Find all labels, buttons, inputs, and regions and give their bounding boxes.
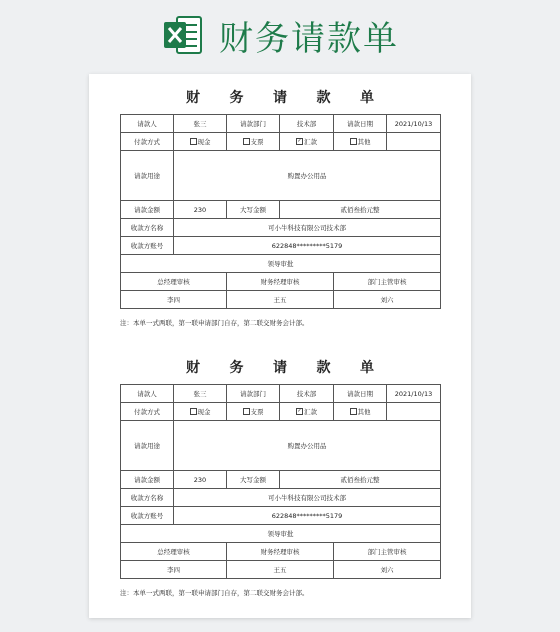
checkbox-icon[interactable] <box>190 138 197 145</box>
checkbox-icon[interactable] <box>350 408 357 415</box>
document-sheet <box>89 74 471 618</box>
gm-review-label: 总经理审核 <box>121 273 227 291</box>
dept-label: 请款部门 <box>227 385 280 403</box>
payment-option-other[interactable]: 其他 <box>334 403 387 421</box>
checkbox-icon[interactable] <box>190 408 197 415</box>
table-row <box>121 151 441 201</box>
banner-title: 财务请款单 <box>219 18 399 59</box>
table-row <box>121 403 441 421</box>
payment-option-check[interactable]: 支票 <box>227 133 280 151</box>
excel-icon <box>161 13 205 57</box>
title-char: 单 <box>360 360 374 376</box>
approval-title: 领导审批 <box>121 255 441 273</box>
table-row <box>121 489 441 507</box>
payee-label: 收款方名称 <box>121 489 174 507</box>
empty-cell <box>387 133 441 151</box>
dept-value: 技术部 <box>280 115 334 133</box>
checkbox-icon[interactable] <box>243 138 250 145</box>
dept-review-label: 部门主管审核 <box>334 543 441 561</box>
account-value: 622848*********5179 <box>174 507 441 525</box>
form-note: 注：本单一式两联，第一联申请部门自存，第二联交财务会计部。 <box>120 319 309 327</box>
form-note: 注：本单一式两联，第一联申请部门自存，第二联交财务会计部。 <box>120 589 309 597</box>
payment-option-transfer[interactable]: ✓ 汇款 <box>280 403 334 421</box>
dept-value: 技术部 <box>280 385 334 403</box>
date-value: 2021/10/13 <box>387 385 441 403</box>
table-row <box>121 471 441 489</box>
approval-title: 领导审批 <box>121 525 441 543</box>
dept-head-name: 刘六 <box>334 291 441 309</box>
amount-upper-label: 大写金额 <box>227 471 280 489</box>
dept-head-name: 刘六 <box>334 561 441 579</box>
purpose-value: 购置办公用品 <box>174 151 441 201</box>
table-row <box>121 507 441 525</box>
finance-review-label: 财务经理审核 <box>227 543 334 561</box>
finance-review-label: 财务经理审核 <box>227 273 334 291</box>
applicant-label: 请款人 <box>121 385 174 403</box>
table-row <box>121 219 441 237</box>
title-char: 请 <box>273 360 287 376</box>
table-row <box>121 237 441 255</box>
title-char: 财 <box>186 90 200 106</box>
form-title <box>120 358 440 378</box>
account-label: 收款方账号 <box>121 237 174 255</box>
form-table <box>120 114 441 309</box>
payment-method-label: 付款方式 <box>121 133 174 151</box>
title-char: 请 <box>273 90 287 106</box>
payment-option-check[interactable]: 支票 <box>227 403 280 421</box>
form-title <box>120 88 440 108</box>
finance-name: 王五 <box>227 291 334 309</box>
checkbox-checked-icon[interactable]: ✓ <box>297 137 302 144</box>
table-row <box>121 201 441 219</box>
purpose-label: 请款用途 <box>121 421 174 471</box>
table-row <box>121 543 441 561</box>
table-row <box>121 115 441 133</box>
account-value: 622848*********5179 <box>174 237 441 255</box>
payee-value: 可小牛科技有限公司技术部 <box>174 219 441 237</box>
purpose-value: 购置办公用品 <box>174 421 441 471</box>
table-row <box>121 525 441 543</box>
title-char: 款 <box>316 90 331 106</box>
title-char: 务 <box>229 360 244 376</box>
payment-option-cash[interactable]: 现金 <box>174 403 227 421</box>
payment-option-other[interactable]: 其他 <box>334 133 387 151</box>
payment-option-cash[interactable]: 现金 <box>174 133 227 151</box>
payment-request-form <box>120 358 440 597</box>
checkbox-icon[interactable] <box>243 408 250 415</box>
amount-value: 230 <box>174 201 227 219</box>
account-label: 收款方账号 <box>121 507 174 525</box>
checkbox-icon[interactable] <box>350 138 357 145</box>
table-row <box>121 561 441 579</box>
form-table <box>120 384 441 579</box>
title-char: 款 <box>316 360 331 376</box>
title-char: 务 <box>229 90 244 106</box>
table-row <box>121 133 441 151</box>
gm-name: 李四 <box>121 561 227 579</box>
gm-review-label: 总经理审核 <box>121 543 227 561</box>
applicant-label: 请款人 <box>121 115 174 133</box>
table-row <box>121 385 441 403</box>
applicant-value: 张三 <box>174 115 227 133</box>
payee-value: 可小牛科技有限公司技术部 <box>174 489 441 507</box>
gm-name: 李四 <box>121 291 227 309</box>
table-row <box>121 291 441 309</box>
banner <box>0 0 560 70</box>
amount-upper-value: 贰佰叁拾元整 <box>280 201 441 219</box>
amount-upper-value: 贰佰叁拾元整 <box>280 471 441 489</box>
dept-review-label: 部门主管审核 <box>334 273 441 291</box>
title-char: 单 <box>360 90 374 106</box>
amount-value: 230 <box>174 471 227 489</box>
amount-label: 请款金额 <box>121 471 174 489</box>
checkbox-checked-icon[interactable]: ✓ <box>297 407 302 414</box>
amount-upper-label: 大写金额 <box>227 201 280 219</box>
empty-cell <box>387 403 441 421</box>
table-row <box>121 273 441 291</box>
payment-option-transfer[interactable]: ✓ 汇款 <box>280 133 334 151</box>
applicant-value: 张三 <box>174 385 227 403</box>
finance-name: 王五 <box>227 561 334 579</box>
purpose-label: 请款用途 <box>121 151 174 201</box>
date-label: 请款日期 <box>334 385 387 403</box>
title-char: 财 <box>186 360 200 376</box>
amount-label: 请款金额 <box>121 201 174 219</box>
payment-request-form <box>120 88 440 327</box>
dept-label: 请款部门 <box>227 115 280 133</box>
date-label: 请款日期 <box>334 115 387 133</box>
date-value: 2021/10/13 <box>387 115 441 133</box>
table-row <box>121 421 441 471</box>
table-row <box>121 255 441 273</box>
payment-method-label: 付款方式 <box>121 403 174 421</box>
payee-label: 收款方名称 <box>121 219 174 237</box>
